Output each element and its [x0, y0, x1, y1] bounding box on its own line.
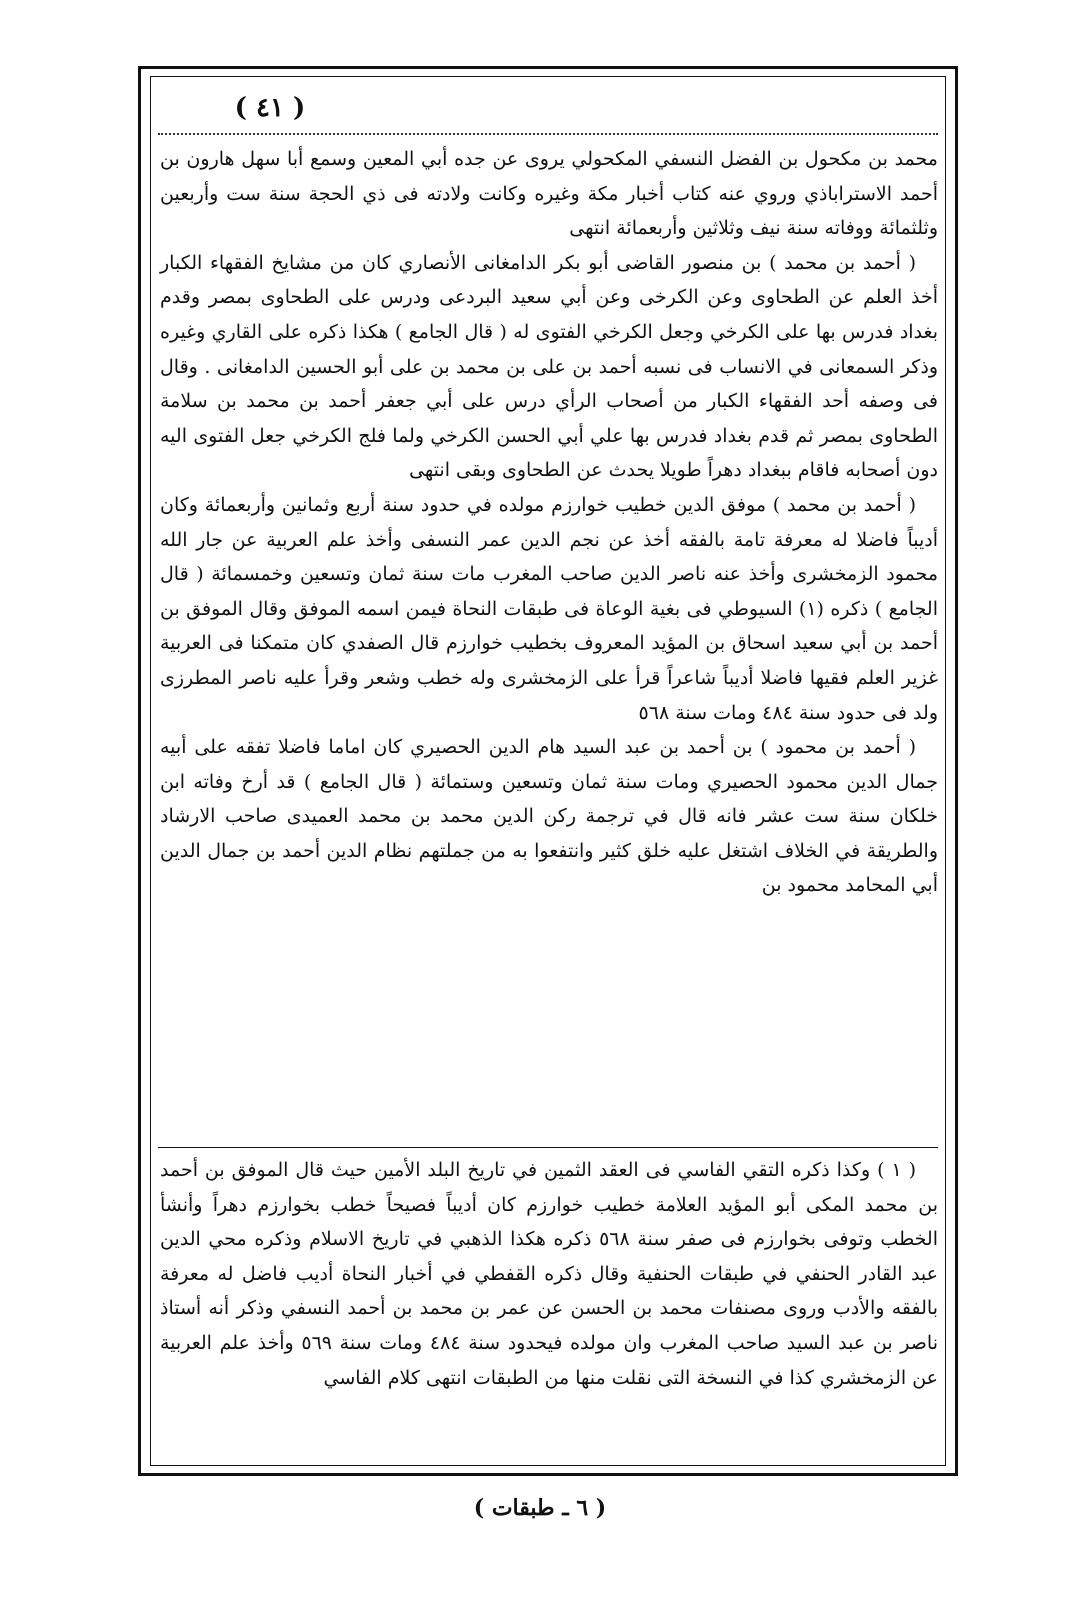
paragraph-2: ( أحمد بن محمد ) بن منصور القاضى أبو بكر الدامغانى الأنصاري كان من مشايخ الفقهاء الكبار أخذ العلم عن الطحاوى وعن الكرخى وعن أبي سعيد البردعى ودرس على الطحاوى بمصر وقدم بغداد فدرس بها على الكرخي وجعل الكرخي الفتوى له ( قال الجامع ) هكذا ذكره على القاري وغيره وذكر السمعانى في الانساب فى نسبه أحمد بن على بن محمد بن على أبو الحسين الدامغانى . وقال فى وصفه أحد الفقهاء الكبار من أصحاب الرأي درس على أبي جعفر أحمد بن محمد بن سلامة الطحاوى بمصر ثم قدم بغداد فدرس بها علي أبي الحسن الكرخي ولما فلج الكرخي جعل الفتوى اليه دون أصحابه فاقام ببغداد دهراً طويلا يحدث عن الطحاوى وبقى انتهى [160, 251, 938, 482]
main-text [160, 142, 938, 903]
paragraph-4: ( أحمد بن محمود ) بن أحمد بن عبد السيد هام الدين الحصيري كان اماما فاضلا تفقه على أبيه جمال الدين محمود الحصيري ومات سنة ثمان وتسعين وستمائة ( قال الجامع ) قد أرخ وفاته ابن خلكان سنة ست عشر فانه قال في ترجمة ركن الدين محمد بن محمد العميدى صاحب الارشاد والطريقة في الخلاف اشتغل عليه خلق كثير وانتفعوا به من جملتهم نظام الدين أحمد بن جمال الدين أبي المحامد محمود بن [160, 736, 938, 897]
page-number: ( ٤١ ) [234, 93, 306, 123]
paragraph-1: محمد بن مكحول بن الفضل النسفي المكحولي يروى عن جده أبي المعين وسمع أبا سهل هارون بن أحمد الاستراباذي وروي عنه كتاب أخبار مكة وغيره وكانت ولادته فى ذي الحجة سنة ست وأربعين وثلثمائة ووفاته سنة نيف وثلاثين وأربعمائة انتهى [160, 148, 938, 240]
paragraph-3: ( أحمد بن محمد ) موفق الدين خطيب خوارزم مولده في حدود سنة أربع وثمانين وأربعمائة وكان أديباً فاضلا له معرفة تامة بالفقه أخذ عن نجم الدين عمر النسفى وأخذ علم العربية عن جار الله محمود الزمخشرى وأخذ عنه ناصر الدين صاحب المغرب مات سنة ثمان وتسعين وخمسمائة ( قال الجامع ) ذكره (١) السيوطي فى بغية الوعاة فى طبقات النحاة فيمن اسمه الموفق وقال الموفق بن أحمد بن أبي سعيد اسحاق بن المؤيد المعروف بخطيب خوارزم قال الصفدي كان متمكنا فى العربية غزير العلم فقيها فاضلا أديباً شاعراً قرأ على الزمخشرى وله خطب وشعر وقرأ عليه ناصر المطرزى ولد فى حدود سنة ٤٨٤ ومات سنة ٥٦٨ [160, 493, 938, 724]
footnotes [160, 1153, 938, 1395]
footnote-1: ( ١ ) وكذا ذكره التقي الفاسي فى العقد الثمين في تاريخ البلد الأمين حيث قال الموفق بن أحمد بن محمد المكى أبو المؤيد العلامة خطيب خوارزم كان أديباً فصيحاً خطب بخوارزم دهراً وأنشأ الخطب وتوفى بخوارزم فى صفر سنة ٥٦٨ ذكره هكذا الذهبي في تاريخ الاسلام وذكره محي الدين عبد القادر الحنفي في طبقات الحنفية وقال ذكره القفطي في أخبار النحاة أديب فاضل له معرفة بالفقه والأدب وروى مصنفات محمد بن الحسن عن عمر بن محمد بن أحمد النسفي وذكر أنه أستاذ ناصر بن عبد السيد صاحب المغرب وان مولده فيحدود سنة ٤٨٤ ومات سنة ٥٦٩ وأخذ علم العربية عن الزمخشري كذا في النسخة التى نقلت منها من الطبقات انتهى كلام الفاسي [160, 1159, 938, 1389]
header-dotted-rule [158, 133, 938, 135]
footnote-separator [158, 1147, 938, 1148]
printer-signature: ( ٦ ـ طبقات ) [473, 1495, 607, 1521]
